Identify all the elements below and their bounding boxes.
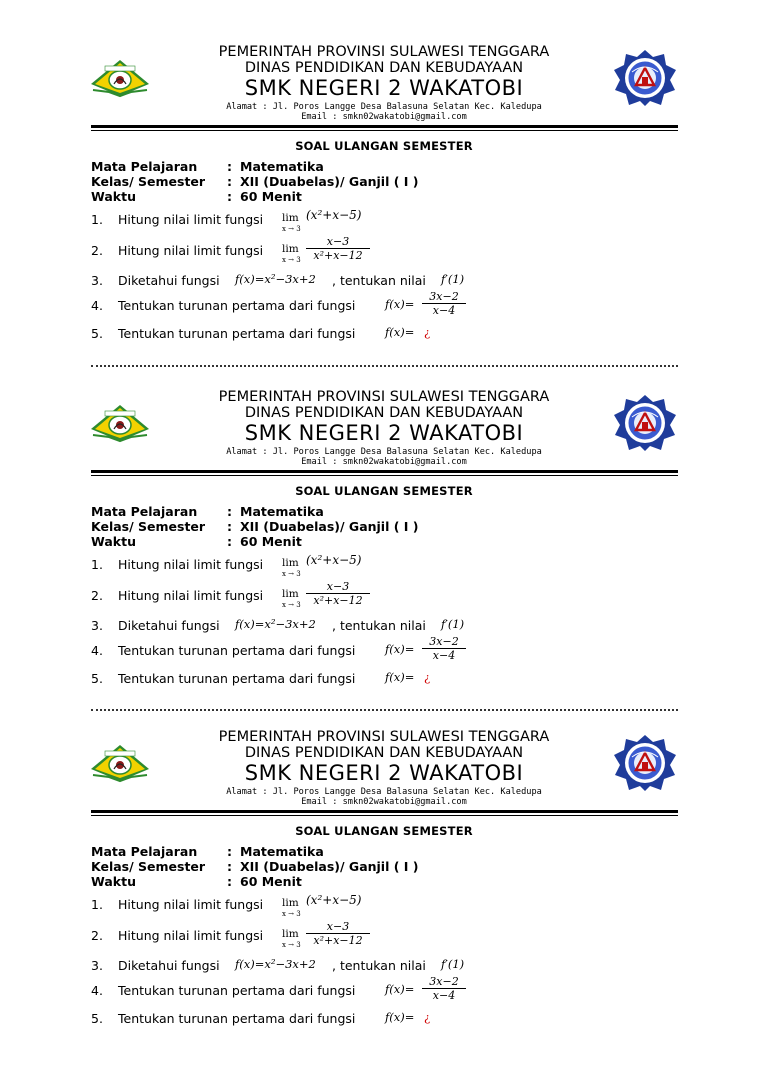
exam-title: SOAL ULANGAN SEMESTER — [295, 824, 473, 838]
derivative-expression: f′(1) — [441, 272, 465, 286]
question-text: Diketahui fungsi — [118, 618, 220, 633]
class-label: Kelas/ Semester — [91, 859, 206, 874]
question-number: 5. — [91, 671, 103, 686]
fraction-denominator: x−4 — [432, 304, 456, 317]
question-text: Tentukan turunan pertama dari fungsi — [118, 326, 356, 341]
header-address: Alamat : Jl. Poros Langge Desa Balasuna Selatan Kec. Kaledupa — [226, 447, 542, 457]
subject-value: Matematika — [240, 844, 324, 859]
question-text: Tentukan turunan pertama dari fungsi — [118, 1011, 356, 1026]
time-label: Waktu — [91, 189, 136, 204]
question-text-2: , tentukan nilai — [332, 618, 426, 633]
meta-colon: : — [227, 159, 232, 174]
question-number: 3. — [91, 273, 103, 288]
time-label: Waktu — [91, 874, 136, 889]
question-number: 3. — [91, 958, 103, 973]
meta-colon: : — [227, 534, 232, 549]
fraction-numerator: x−3 — [326, 580, 350, 593]
function-fraction — [422, 975, 466, 1002]
lim-operator: lim — [282, 897, 299, 909]
time-value: 60 Menit — [240, 189, 302, 204]
subject-value: Matematika — [240, 159, 324, 174]
function-expression: f(x)=x²−3x+2 — [235, 272, 316, 286]
cut-line — [91, 709, 678, 711]
function-fraction — [422, 290, 466, 317]
subject-label: Mata Pelajaran — [91, 504, 198, 519]
question-text: Diketahui fungsi — [118, 958, 220, 973]
question-text: Hitung nilai limit fungsi — [118, 897, 264, 912]
question-number: 1. — [91, 212, 103, 227]
limit-fraction — [306, 235, 370, 262]
question-text: Hitung nilai limit fungsi — [118, 243, 264, 258]
limit-expression: (x²+x−5) — [306, 553, 362, 567]
function-expression: f(x)=x²−3x+2 — [235, 957, 316, 971]
meta-colon: : — [227, 844, 232, 859]
question-number: 2. — [91, 928, 103, 943]
question-text: Hitung nilai limit fungsi — [118, 212, 264, 227]
function-expression: f(x)= — [385, 1010, 415, 1024]
header-rule-thin — [91, 475, 678, 476]
lim-operator: lim — [282, 557, 299, 569]
header-email: Email : smkn02wakatobi@gmail.com — [301, 457, 467, 467]
question-text: Tentukan turunan pertama dari fungsi — [118, 671, 356, 686]
function-fraction — [422, 635, 466, 662]
garbled-character: ¿ — [424, 670, 431, 684]
limit-expression: (x²+x−5) — [306, 893, 362, 907]
question-text: Hitung nilai limit fungsi — [118, 588, 264, 603]
fraction-denominator: x²+x−12 — [313, 249, 363, 262]
lim-subscript: x → 3 — [282, 941, 301, 949]
limit-expression: (x²+x−5) — [306, 208, 362, 222]
header-school-name: SMK NEGERI 2 WAKATOBI — [244, 421, 524, 445]
header-department: DINAS PENDIDIKAN DAN KEBUDAYAAN — [244, 405, 524, 421]
class-label: Kelas/ Semester — [91, 174, 206, 189]
header-rule-thick — [91, 125, 678, 128]
question-text: Tentukan turunan pertama dari fungsi — [118, 643, 356, 658]
subject-label: Mata Pelajaran — [91, 844, 198, 859]
header-email: Email : smkn02wakatobi@gmail.com — [301, 112, 467, 122]
fraction-numerator: x−3 — [326, 920, 350, 933]
lim-operator: lim — [282, 212, 299, 224]
header-address: Alamat : Jl. Poros Langge Desa Balasuna Selatan Kec. Kaledupa — [226, 102, 542, 112]
lim-operator: lim — [282, 243, 299, 255]
question-number: 4. — [91, 983, 103, 998]
meta-colon: : — [227, 504, 232, 519]
question-text-2: , tentukan nilai — [332, 273, 426, 288]
class-label: Kelas/ Semester — [91, 519, 206, 534]
province-logo — [89, 399, 151, 443]
header-address: Alamat : Jl. Poros Langge Desa Balasuna Selatan Kec. Kaledupa — [226, 787, 542, 797]
meta-colon: : — [227, 859, 232, 874]
fraction-numerator: 3x−2 — [429, 975, 459, 988]
header-department: DINAS PENDIDIKAN DAN KEBUDAYAAN — [244, 745, 524, 761]
school-logo — [612, 733, 678, 793]
function-expression: f(x)= — [385, 982, 415, 996]
question-number: 5. — [91, 1011, 103, 1026]
question-text: Tentukan turunan pertama dari fungsi — [118, 298, 356, 313]
header-school-name: SMK NEGERI 2 WAKATOBI — [244, 76, 524, 100]
limit-fraction — [306, 580, 370, 607]
question-text: Diketahui fungsi — [118, 273, 220, 288]
question-number: 5. — [91, 326, 103, 341]
province-logo — [89, 739, 151, 783]
subject-value: Matematika — [240, 504, 324, 519]
time-value: 60 Menit — [240, 874, 302, 889]
question-text: Hitung nilai limit fungsi — [118, 928, 264, 943]
question-number: 3. — [91, 618, 103, 633]
limit-fraction — [306, 920, 370, 947]
fraction-numerator: x−3 — [326, 235, 350, 248]
class-value: XII (Duabelas)/ Ganjil ( I ) — [240, 174, 419, 189]
lim-subscript: x → 3 — [282, 225, 301, 233]
header-rule-thick — [91, 810, 678, 813]
question-number: 4. — [91, 643, 103, 658]
question-text: Tentukan turunan pertama dari fungsi — [118, 983, 356, 998]
meta-colon: : — [227, 874, 232, 889]
exam-sheet — [0, 44, 768, 384]
lim-subscript: x → 3 — [282, 910, 301, 918]
lim-subscript: x → 3 — [282, 256, 301, 264]
function-expression: f(x)=x²−3x+2 — [235, 617, 316, 631]
question-number: 2. — [91, 588, 103, 603]
subject-label: Mata Pelajaran — [91, 159, 198, 174]
function-expression: f(x)= — [385, 670, 415, 684]
exam-sheet — [0, 729, 768, 1069]
function-expression: f(x)= — [385, 325, 415, 339]
fraction-denominator: x−4 — [432, 989, 456, 1002]
cut-line — [91, 365, 678, 367]
lim-operator: lim — [282, 588, 299, 600]
fraction-denominator: x−4 — [432, 649, 456, 662]
school-logo — [612, 393, 678, 453]
meta-colon: : — [227, 189, 232, 204]
derivative-expression: f′(1) — [441, 617, 465, 631]
fraction-numerator: 3x−2 — [429, 635, 459, 648]
function-expression: f(x)= — [385, 297, 415, 311]
header-rule-thin — [91, 130, 678, 131]
function-expression: f(x)= — [385, 642, 415, 656]
class-value: XII (Duabelas)/ Ganjil ( I ) — [240, 519, 419, 534]
header-government: PEMERINTAH PROVINSI SULAWESI TENGGARA — [218, 389, 550, 405]
meta-colon: : — [227, 519, 232, 534]
header-government: PEMERINTAH PROVINSI SULAWESI TENGGARA — [218, 729, 550, 745]
header-email: Email : smkn02wakatobi@gmail.com — [301, 797, 467, 807]
province-logo — [89, 54, 151, 98]
garbled-character: ¿ — [424, 325, 431, 339]
derivative-expression: f′(1) — [441, 957, 465, 971]
meta-colon: : — [227, 174, 232, 189]
class-value: XII (Duabelas)/ Ganjil ( I ) — [240, 859, 419, 874]
exam-sheet — [0, 389, 768, 729]
question-number: 1. — [91, 557, 103, 572]
fraction-denominator: x²+x−12 — [313, 934, 363, 947]
header-government: PEMERINTAH PROVINSI SULAWESI TENGGARA — [218, 44, 550, 60]
time-value: 60 Menit — [240, 534, 302, 549]
exam-title: SOAL ULANGAN SEMESTER — [295, 139, 473, 153]
question-number: 2. — [91, 243, 103, 258]
fraction-denominator: x²+x−12 — [313, 594, 363, 607]
question-text-2: , tentukan nilai — [332, 958, 426, 973]
header-rule-thick — [91, 470, 678, 473]
garbled-character: ¿ — [424, 1010, 431, 1024]
question-text: Hitung nilai limit fungsi — [118, 557, 264, 572]
exam-title: SOAL ULANGAN SEMESTER — [295, 484, 473, 498]
time-label: Waktu — [91, 534, 136, 549]
question-number: 1. — [91, 897, 103, 912]
lim-subscript: x → 3 — [282, 570, 301, 578]
header-school-name: SMK NEGERI 2 WAKATOBI — [244, 761, 524, 785]
school-logo — [612, 48, 678, 108]
lim-operator: lim — [282, 928, 299, 940]
lim-subscript: x → 3 — [282, 601, 301, 609]
question-number: 4. — [91, 298, 103, 313]
fraction-numerator: 3x−2 — [429, 290, 459, 303]
header-rule-thin — [91, 815, 678, 816]
header-department: DINAS PENDIDIKAN DAN KEBUDAYAAN — [244, 60, 524, 76]
